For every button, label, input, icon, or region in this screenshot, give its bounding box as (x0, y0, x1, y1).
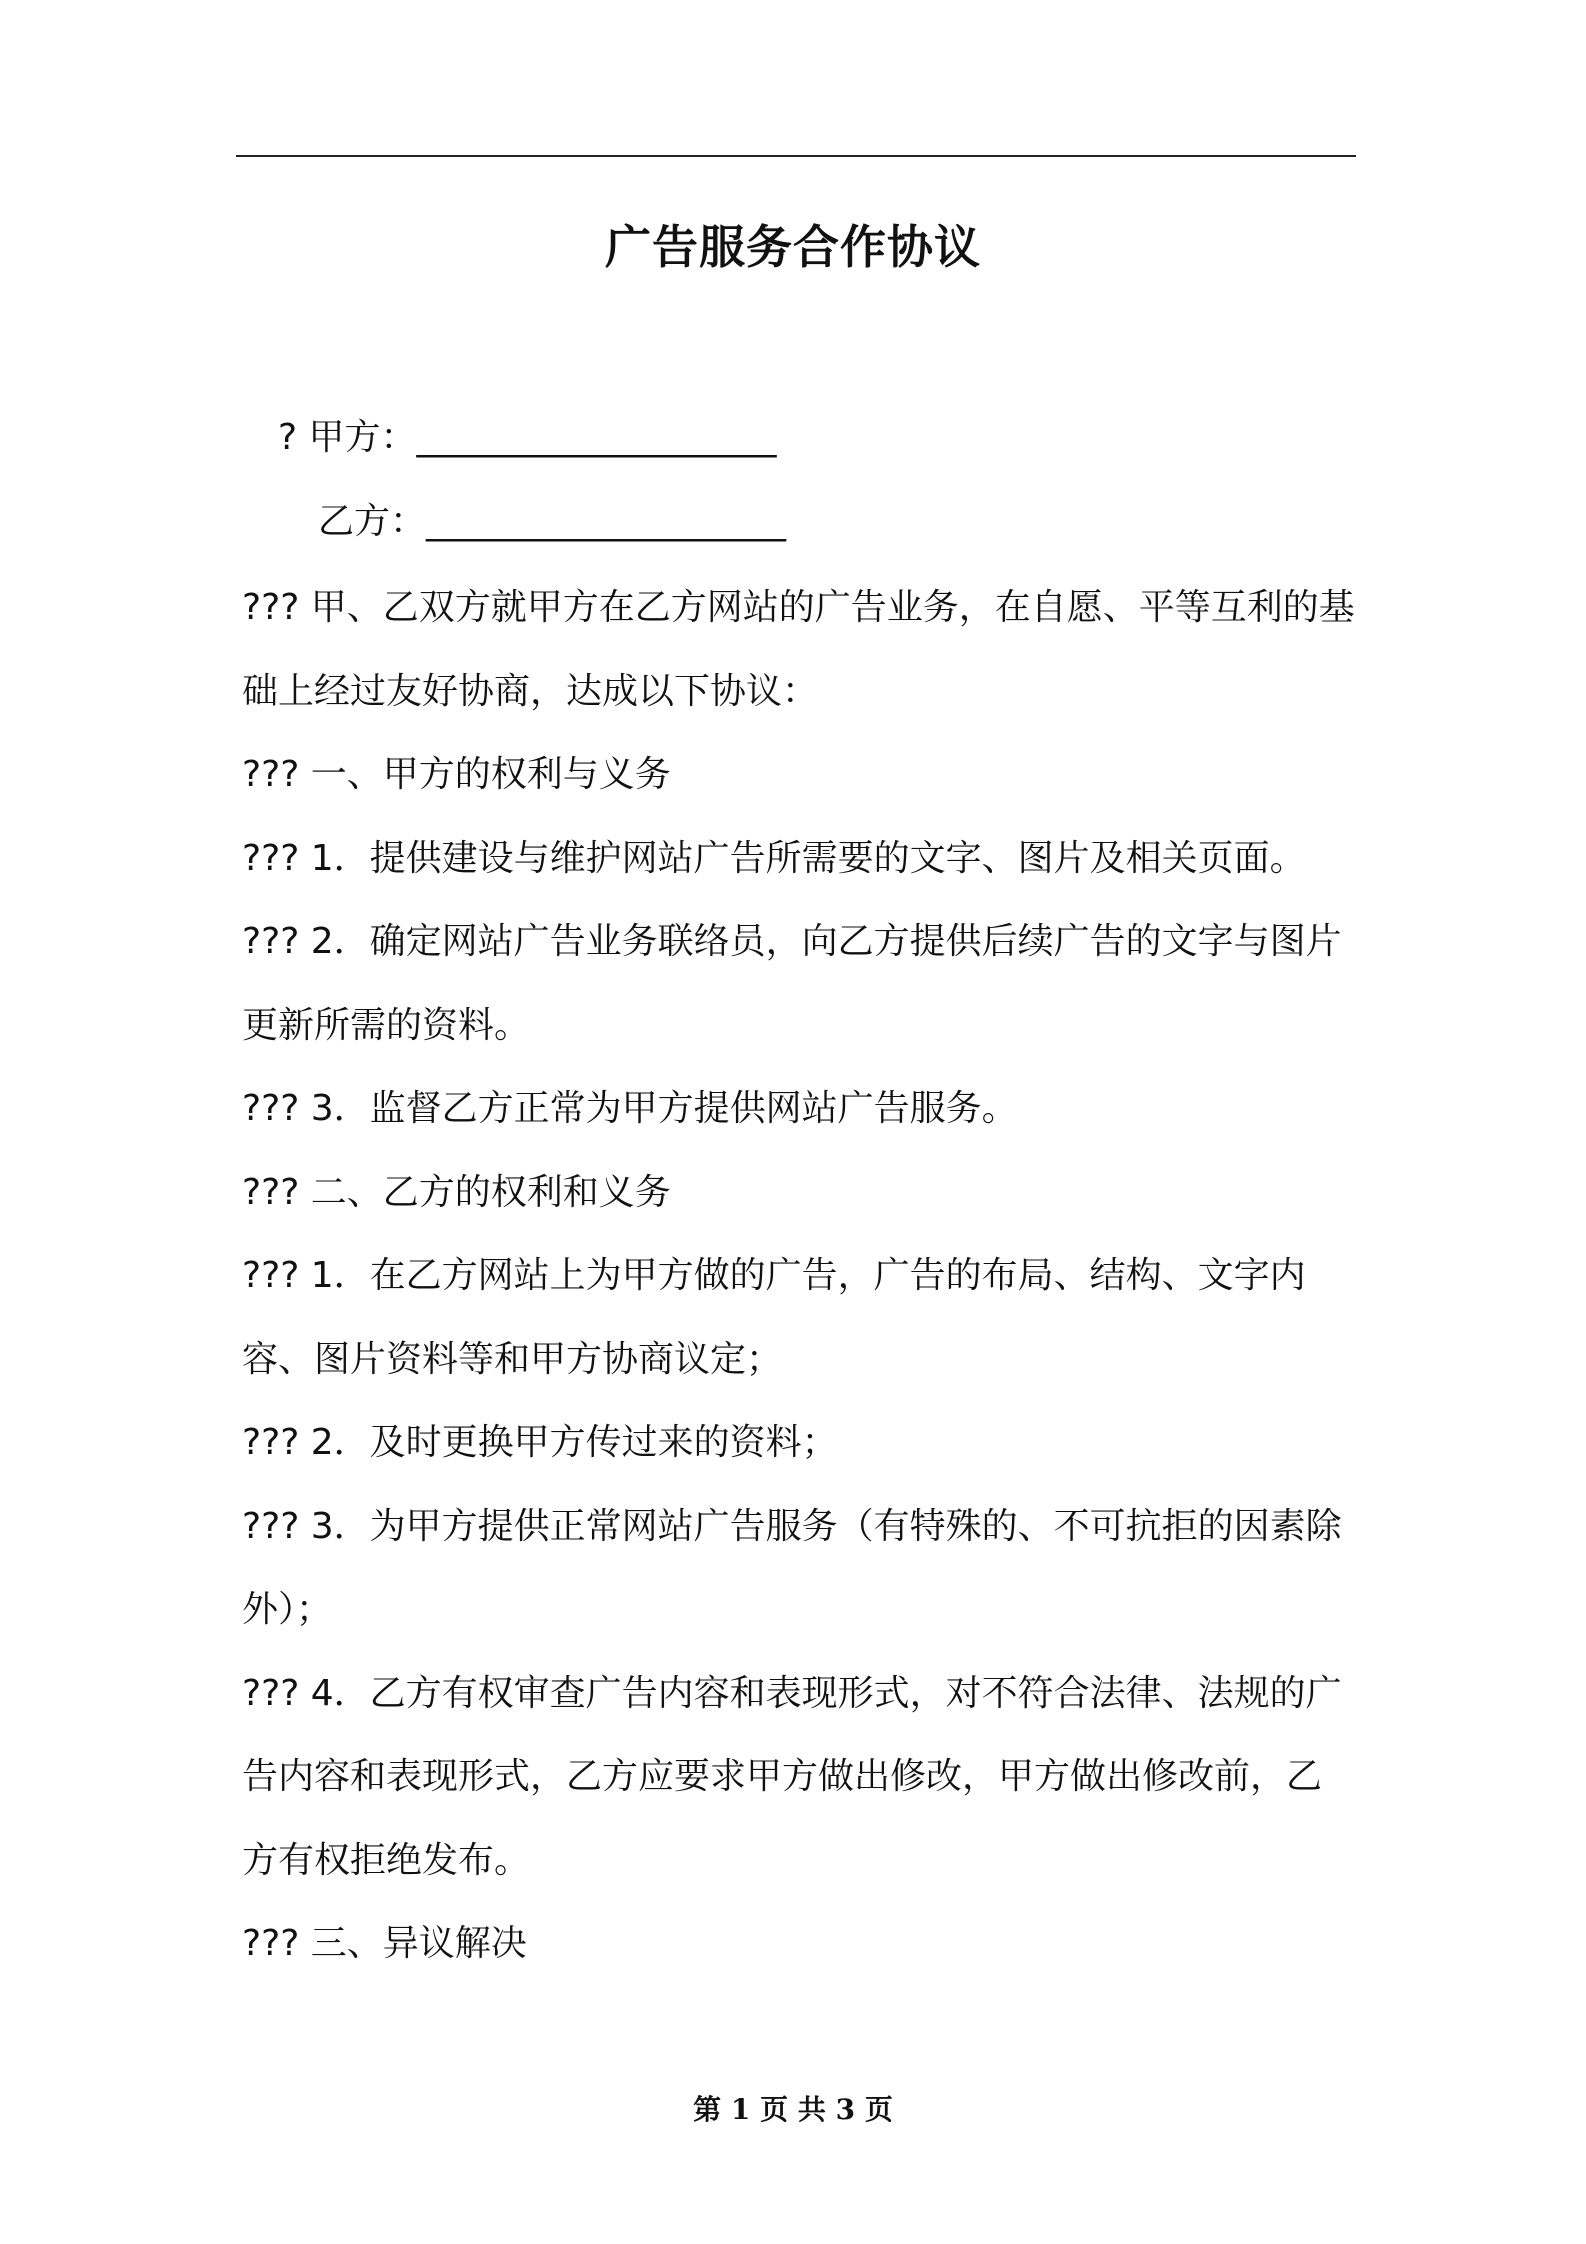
paragraph-a2: ??? 2．确定网站广告业务联络员，向乙方提供后续广告的文字与图片更新所需的资料。 (242, 921, 1342, 1046)
header-rule (236, 155, 1356, 157)
agreement-body (242, 566, 1356, 1986)
section-heading-party-b: ??? 二、乙方的权利和义务 (242, 1171, 671, 1213)
paragraph-a3: ??? 3．监督乙方正常为甲方提供网站广告服务。 (242, 1088, 1018, 1129)
page-footer: 第 1 页 共 3 页 (693, 2093, 893, 2126)
paragraph-b1: ??? 1．在乙方网站上为甲方做的广告，广告的布局、结构、文字内容、图片资料等和甲方协商议定； (242, 1255, 1306, 1380)
section-heading-dispute: ??? 三、异议解决 (242, 1923, 527, 1964)
page-title: 广告服务合作协议 (605, 220, 981, 274)
paragraph-b3: ??? 3．为甲方提供正常网站广告服务（有特殊的、不可抗拒的因素除外）； (242, 1505, 1342, 1630)
paragraph-intro: ??? 甲、乙双方就甲方在乙方网站的广告业务，在自愿、平等互利的基础上经过友好协商，达成以下协议： (242, 587, 1355, 712)
party-a-line: ? 甲方：____________________ (278, 417, 777, 458)
paragraph-b2: ??? 2．及时更换甲方传过来的资料； (242, 1422, 838, 1463)
section-heading-party-a: ??? 一、甲方的权利与义务 (242, 754, 671, 795)
party-b-line: 乙方：____________________ (318, 501, 787, 542)
paragraph-a1: ??? 1．提供建设与维护网站广告所需要的文字、图片及相关页面。 (242, 837, 1306, 879)
paragraph-b4: ??? 4．乙方有权审查广告内容和表现形式，对不符合法律、法规的广告内容和表现形式，乙方应要求甲方做出修改，甲方做出修改前，乙方有权拒绝发布。 (242, 1672, 1342, 1881)
